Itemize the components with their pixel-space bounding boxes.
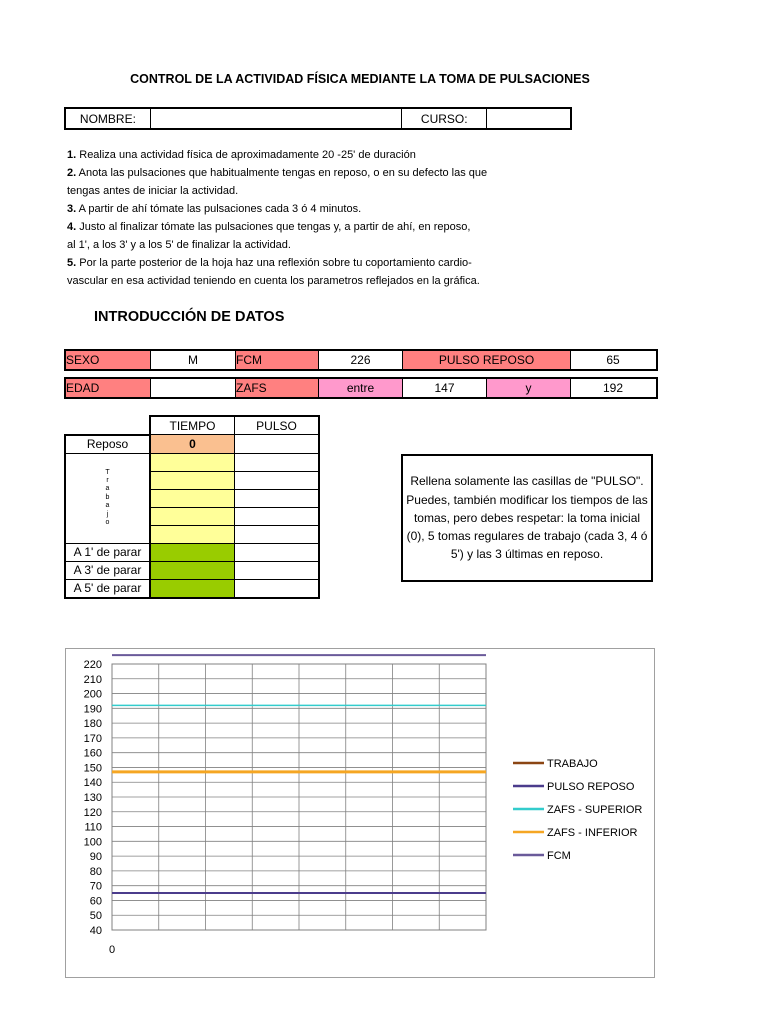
curso-field[interactable]	[487, 109, 570, 128]
trabajo-label: T r a b a j o	[65, 453, 150, 543]
instruction-line: vascular en esa actividad teniendo en cuenta los parametros reflejados en la gráfica.	[67, 275, 480, 287]
instructions-note	[401, 454, 653, 582]
trabajo-tiempo-3[interactable]	[150, 489, 235, 507]
legend-label: TRABAJO	[547, 758, 598, 770]
trabajo-pulso-5[interactable]	[235, 525, 320, 543]
edad-label: EDAD	[66, 379, 151, 397]
x-tick-label: 0	[108, 944, 116, 956]
after-1-pulso[interactable]	[235, 543, 320, 561]
instruction-line: 2. Anota las pulsaciones que habitualmente tengas en reposo, o en su defecto las que	[67, 167, 488, 179]
legend-label: FCM	[547, 850, 571, 862]
pulso-header: PULSO	[235, 416, 320, 435]
y-tick-label: 130	[83, 792, 102, 804]
reposo-tiempo[interactable]: 0	[150, 435, 235, 454]
edad-value[interactable]	[151, 379, 236, 397]
entre-label: entre	[319, 379, 403, 397]
after-3-tiempo[interactable]	[150, 561, 235, 579]
pulse-chart	[65, 648, 655, 978]
fcm-value: 226	[319, 351, 403, 369]
after-1-label: A 1' de parar	[65, 543, 150, 561]
y-tick-label: 220	[83, 659, 102, 671]
data-row-1	[64, 349, 658, 371]
y-tick-label: 60	[89, 895, 102, 908]
instruction-line: 5. Por la parte posterior de la hoja haz una reflexión sobre tu coportamiento cardio-	[67, 257, 472, 269]
y-tick-label: 150	[83, 762, 102, 775]
trabajo-tiempo-2[interactable]	[150, 471, 235, 489]
empty-cell	[65, 416, 150, 435]
after-5-pulso[interactable]	[235, 579, 320, 598]
zafs-label: ZAFS	[236, 379, 319, 397]
y-tick-label: 200	[83, 688, 102, 701]
sexo-value[interactable]: M	[151, 351, 236, 369]
reposo-label: Reposo	[65, 435, 150, 454]
y-tick-label: 50	[89, 910, 102, 923]
instructions	[67, 146, 537, 290]
sexo-label: SEXO	[66, 351, 151, 369]
pulso-reposo-label: PULSO REPOSO	[403, 351, 571, 369]
trabajo-pulso-3[interactable]	[235, 489, 320, 507]
pulse-table	[64, 415, 320, 599]
data-row-2	[64, 377, 658, 399]
trabajo-pulso-2[interactable]	[235, 471, 320, 489]
y-tick-label: 140	[83, 777, 102, 790]
note-text: Rellena solamente las casillas de "PULSO". Puedes, también modificar los tiempos de las tomas, pero debes respetar: la toma inicial (0), 5 tomas regulares de trabajo (cada 3, 4 ó 5') y las 3 últimas en reposo.	[406, 474, 648, 562]
y-tick-label: 70	[89, 880, 102, 893]
trabajo-tiempo-4[interactable]	[150, 507, 235, 525]
y-tick-label: 80	[89, 865, 102, 878]
zafs-high-value: 192	[602, 381, 624, 395]
after-3-label: A 3' de parar	[65, 561, 150, 579]
nombre-label: NOMBRE:	[66, 109, 151, 128]
page-title: CONTROL DE LA ACTIVIDAD FÍSICA MEDIANTE LA TOMA DE PULSACIONES	[130, 72, 590, 86]
tiempo-header: TIEMPO	[150, 416, 235, 435]
y-tick-label: 100	[83, 836, 102, 849]
legend-label: ZAFS - INFERIOR	[547, 827, 638, 839]
after-1-tiempo[interactable]	[150, 543, 235, 561]
instruction-line: 4. Justo al finalizar tómate las pulsaciones que tengas y, a partir de ahí, en reposo,	[67, 221, 471, 233]
y-label: y	[487, 379, 571, 397]
y-tick-label: 90	[89, 851, 102, 864]
student-id-row	[64, 107, 572, 130]
y-tick-label: 110	[84, 821, 102, 834]
y-tick-label: 40	[89, 925, 102, 937]
after-5-label: A 5' de parar	[65, 579, 150, 598]
y-tick-label: 190	[83, 703, 102, 716]
nombre-field[interactable]	[151, 109, 403, 128]
y-tick-label: 170	[83, 732, 102, 745]
pulso-reposo-value[interactable]: 65	[606, 353, 620, 367]
zafs-low-value: 147	[403, 379, 487, 397]
y-tick-label: 180	[83, 718, 102, 731]
legend-label: ZAFS - SUPERIOR	[547, 804, 643, 816]
y-tick-label: 120	[83, 806, 102, 819]
instruction-line: tengas antes de iniciar la actividad.	[67, 185, 239, 197]
instruction-line: al 1', a los 3' y a los 5' de finalizar la actividad.	[67, 239, 291, 251]
trabajo-tiempo-1[interactable]	[150, 453, 235, 471]
legend-label: PULSO REPOSO	[547, 781, 635, 793]
trabajo-pulso-4[interactable]	[235, 507, 320, 525]
trabajo-pulso-1[interactable]	[235, 453, 320, 471]
after-5-tiempo[interactable]	[150, 579, 235, 598]
trabajo-tiempo-5[interactable]	[150, 525, 235, 543]
fcm-label: FCM	[236, 351, 319, 369]
instruction-line: 1. Realiza una actividad física de aproximadamente 20 -25' de duración	[67, 149, 416, 161]
y-tick-label: 160	[83, 747, 102, 760]
after-3-pulso[interactable]	[235, 561, 320, 579]
reposo-pulso[interactable]	[235, 435, 320, 454]
instruction-line: 3. A partir de ahí tómate las pulsaciones cada 3 ó 4 minutos.	[67, 203, 362, 215]
section-title: INTRODUCCIÓN DE DATOS	[94, 309, 285, 325]
y-tick-label: 210	[83, 673, 102, 686]
curso-label: CURSO:	[402, 109, 487, 128]
chart-svg	[66, 649, 654, 977]
